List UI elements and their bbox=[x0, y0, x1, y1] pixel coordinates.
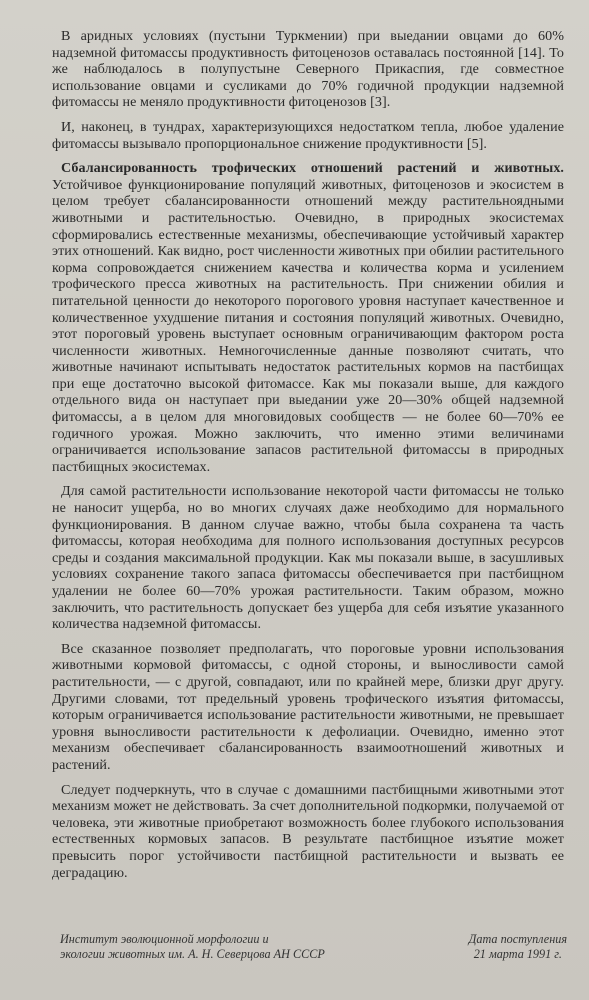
paragraph-tundra: И, наконец, в тундрах, характеризующихся недостатком тепла, любое удаление фитомассы вызывало пропорциональное снижение продуктивности [5]. bbox=[52, 118, 564, 152]
institute-line-2: экологии животных им. А. Н. Северцова АН СССР bbox=[60, 947, 325, 961]
section-heading: Сбалансированность трофических отношений растений и животных. bbox=[61, 160, 564, 177]
document-footer bbox=[60, 932, 567, 962]
paragraph-vegetation-use: Для самой растительности использование некоторой части фитомассы не только не наносит ущерба, но во многих случаях даже необходимо для нормального функционирования. В данном случае важно, чтобы была сохранена та часть фитомассы, которая необходима для полного использования доступных ресурсов среды и создания максимальной продукции. Как мы показали выше, в засушливых условиях сохранение такого запаса фитомассы обеспечивается при пастбищном удалении не более 60—70% урожая растительности. Таким образом, можно заключить, что растительность допускает без ущерба для себя изъятие указанного количества надземной фитомассы. bbox=[52, 483, 564, 633]
institute-affiliation bbox=[60, 932, 325, 962]
section-heading-body: Устойчивое функционирование популяций животных, фитоценозов и экосистем в целом требует сбалансированности отношений между растительноядными животными и растительностью. Очевидно, в природных экосистемах сформировались естественные механизмы, обеспечивающие устойчивый характер этих отношений. Как видно, рост численности животных при обилии растительного корма сопровождается снижением качества и количества корма и усилением трофического пресса животных на растительность. При снижении обилия и питательной ценности до некоторого порогового уровня наступает качественное и количественное ухудшение питания и состояния популяций животных. Очевидно, этот пороговый уровень выступает основным ограничивающим фактором роста численности животных. Немногочисленные данные позволяют считать, что животные начинают испытывать недостаток растительных кормов на пастбищах при еще достаточно высокой фитомассе. Как мы показали выше, для каждого отдельного вида он наступает при выедании уже 20—30% общей надземной фитомассы, а в целом для многовидовых сообществ — не более 60—70% ее годичного урожая. Можно заключить, что именно этими величинами ограничивается использование запасов растительной фитомассы в природных пастбищных экосистемах. bbox=[52, 176, 564, 475]
paragraph-trophic-balance bbox=[52, 160, 564, 475]
received-label: Дата поступления bbox=[468, 932, 567, 946]
paragraph-domestic-animals: Следует подчеркнуть, что в случае с домашними пастбищными животными этот механизм может не действовать. За счет дополнительной подкормки, получаемой от человека, эти животные приобретают возможность более глубокого использования естественных кормовых запасов. В результате пастбищное изъятие может превысить порог устойчивости пастбищной растительности и вызвать ее деградацию. bbox=[52, 781, 564, 881]
received-date bbox=[469, 932, 567, 962]
institute-line-1: Институт эволюционной морфологии и bbox=[60, 932, 269, 946]
paragraph-threshold-levels: Все сказанное позволяет предполагать, что пороговые уровни использования животными кормовой фитомассы, с одной стороны, и выносливости самой растительности, — с другой, совпадают, или по крайней мере, близки друг другу. Другими словами, тот предельный уровень трофического изъятия фитомассы, которым ограничивается использование растительности животными, не превышает уровня выносливости растительности к дефолиации. Очевидно, именно этот механизм обеспечивает сбалансированность взаимоотношений животных и растений. bbox=[52, 640, 564, 773]
received-value: 21 марта 1991 г. bbox=[473, 947, 562, 961]
document-body bbox=[52, 28, 564, 881]
paragraph-arid-conditions: В аридных условиях (пустыни Туркмении) при выедании овцами до 60% надземной фитомассы продуктивность фитоценозов оставалась постоянной [14]. То же наблюдалось в полупустыне Северного Прикаспия, где совместное использование овцами и сусликами до 70% годичной продукции надземной фитомассы не меняло продуктивности фитоценозов [3]. bbox=[52, 28, 564, 111]
